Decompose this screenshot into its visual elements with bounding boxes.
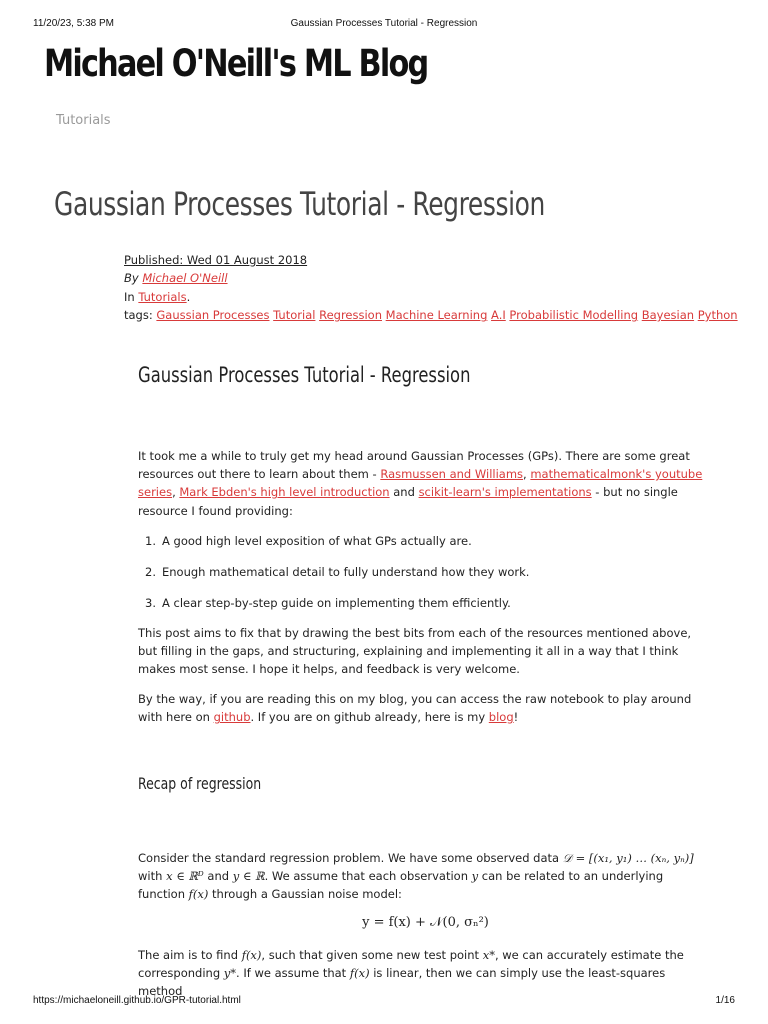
list-text: Enough mathematical detail to fully understand how they work. — [162, 565, 530, 579]
post-title: Gaussian Processes Tutorial - Regression — [54, 185, 545, 223]
math-y: y — [471, 869, 479, 884]
regression-text: and — [203, 869, 233, 884]
print-header — [0, 18, 768, 32]
aim-find-text: , such that given some new test point — [261, 948, 483, 962]
print-page-number: 1/16 — [715, 995, 735, 1006]
tags-prefix: tags: — [124, 308, 153, 323]
category-suffix: . — [186, 289, 191, 304]
tag-link[interactable]: Machine Learning — [385, 308, 488, 323]
intro-paragraph — [138, 447, 713, 520]
aim-find-text: The aim is to find — [138, 948, 242, 962]
list-item — [138, 594, 713, 612]
print-datetime: 11/20/23, 5:38 PM — [33, 18, 114, 29]
separator: and — [389, 485, 419, 500]
link-sklearn[interactable]: scikit-learn's implementations — [418, 485, 592, 500]
aim-find-text: . If we assume that — [236, 966, 350, 981]
category-link[interactable]: Tutorials — [138, 289, 187, 304]
aim-text: This post aims to fix that by drawing the best bits from each of the resources mentioned above, but filling in the gaps, and structuring, explaining and implementing it all in a way that I think makes most sense. I hope it helps, and feedback is very welcome. — [138, 626, 692, 677]
aim-paragraph — [138, 624, 713, 679]
bytheway-text: ! — [513, 710, 519, 725]
link-github[interactable]: github — [213, 710, 251, 725]
regression-text: with — [138, 869, 167, 884]
author-link[interactable]: Michael O'Neill — [142, 271, 228, 286]
tag-link[interactable]: Regression — [319, 308, 382, 323]
intro-text: It took me a while to truly get my head around Gaussian Processes (GPs). There are some great resources out there to learn about them - — [138, 449, 690, 482]
math-fx: f(x) — [188, 887, 209, 902]
link-rasmussen[interactable]: Rasmussen and Williams — [380, 467, 524, 482]
bytheway-paragraph — [138, 690, 713, 726]
list-text: A good high level exposition of what GPs actually are. — [162, 534, 472, 548]
separator: , — [172, 485, 180, 500]
noise-model-equation: y = f(x) + 𝒩(0, σₙ²) — [362, 915, 489, 930]
print-page-title: Gaussian Processes Tutorial - Regression — [290, 18, 478, 29]
math-xstar: x* — [482, 948, 495, 962]
aim-find-paragraph — [138, 946, 713, 1001]
regression-text: Consider the standard regression problem. We have some observed data — [138, 851, 563, 865]
math-x: x ∈ ℝᴰ — [166, 869, 204, 884]
bytheway-text: By the way, if you are reading this on my blog, you can access the raw notebook to play around with here on — [138, 692, 692, 725]
blog-title[interactable]: Michael O'Neill's ML Blog — [44, 42, 428, 85]
list-text: A clear step-by-step guide on implementing them efficiently. — [162, 596, 511, 610]
intro-text: - but no single resource I found providing: — [138, 485, 678, 518]
regression-text: can be related to an underlying function — [138, 869, 664, 902]
list-item — [138, 563, 713, 581]
separator: , — [523, 467, 531, 482]
list-number: 2. — [145, 565, 156, 579]
in-prefix: In — [124, 289, 135, 304]
regression-text: . We assume that each observation — [264, 869, 472, 884]
link-blog[interactable]: blog — [488, 710, 514, 725]
tag-link[interactable]: Python — [697, 308, 738, 323]
bytheway-text: . If you are on github already, here is my — [250, 710, 489, 725]
math-data: 𝒟 = [(x₁, y₁) … (xₙ, yₙ)] — [562, 851, 694, 865]
by-prefix: By — [124, 271, 139, 286]
aim-find-text: , we can accurately estimate the corresponding — [138, 948, 684, 981]
post-meta — [124, 251, 738, 325]
recap-heading: Recap of regression — [138, 774, 262, 793]
regression-paragraph — [138, 849, 713, 904]
regression-text: through a Gaussian noise model: — [208, 887, 402, 902]
tag-link[interactable]: Tutorial — [273, 308, 316, 323]
math-fx: f(x) — [349, 966, 370, 981]
print-footer — [0, 995, 768, 1009]
link-ebden[interactable]: Mark Ebden's high level introduction — [179, 485, 390, 500]
math-fx: f(x) — [241, 948, 262, 962]
list-number: 1. — [145, 534, 156, 548]
tag-link[interactable]: A.I — [491, 308, 506, 323]
tag-link[interactable]: Probabilistic Modelling — [509, 308, 639, 323]
print-url: https://michaeloneill.github.io/GPR-tutorial.html — [33, 995, 241, 1006]
nav-link-tutorials[interactable]: Tutorials — [56, 113, 111, 128]
list-number: 3. — [145, 596, 156, 610]
link-mathematicalmonk[interactable]: mathematicalmonk's youtube series — [138, 467, 703, 500]
content-heading: Gaussian Processes Tutorial - Regression — [138, 363, 471, 387]
math-ystar: y* — [223, 966, 237, 981]
aim-find-text: is linear, then we can simply use the least-squares method — [138, 966, 666, 999]
goals-list — [138, 532, 713, 612]
tag-link[interactable]: Gaussian Processes — [156, 308, 270, 323]
math-y: y ∈ ℝ — [232, 869, 265, 884]
published-date: Published: Wed 01 August 2018 — [124, 253, 308, 267]
list-item — [138, 532, 713, 550]
tag-link[interactable]: Bayesian — [641, 308, 695, 323]
